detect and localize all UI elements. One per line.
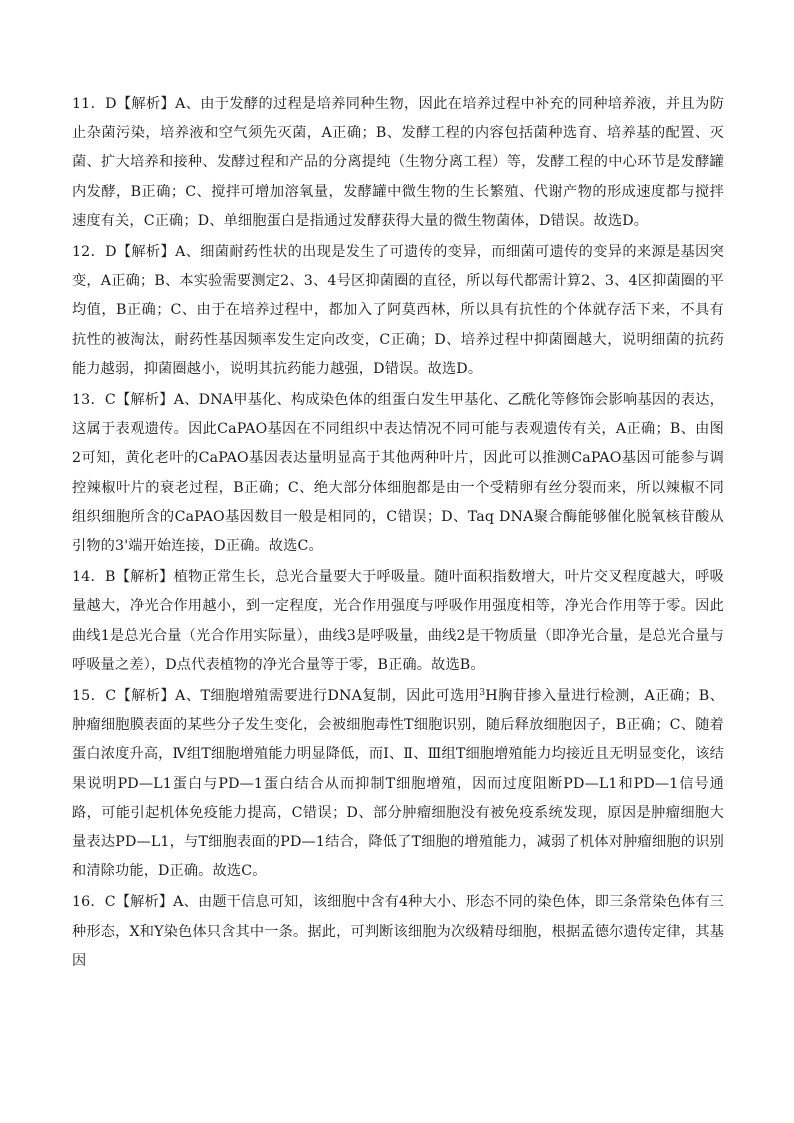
answer-16: 16．C【解析】A、由题干信息可知，该细胞中含有4种大小、形态不同的染色体，即三条常染色体有三种形态，X和Y染色体只含其中一条。据此，可判断该细胞为次级精母细胞，根据孟德尔遗传定律，其基因 — [72, 894, 724, 969]
answer-explanations — [72, 90, 724, 978]
answer-11: 11．D【解析】A、由于发酵的过程是培养同种生物，因此在培养过程中补充的同种培养液，并且为防止杂菌污染，培养液和空气须先灭菌，A正确；B、发酵工程的内容包括菌种选育、培养基的配置、灭菌、扩大培养和接种、发酵过程和产品的分离提纯（生物分离工程）等，发酵工程的中心环节是发酵罐内发酵，B正确；C、搅拌可增加溶氧量，发酵罐中微生物的生长繁殖、代谢产物的形成速度都与搅拌速度有关，C正确；D、单细胞蛋白是指通过发酵获得大量的微生物菌体，D错误。故选D。 — [72, 96, 724, 229]
answer-15-part-2: H胸苷掺入量进行检测，A正确；B、肿瘤细胞膜表面的某些分子发生变化，会被细胞毒性T细胞识别，随后释放细胞因子，B正确；C、随着蛋白浓度升高，Ⅳ组T细胞增殖能力明显降低，而Ⅰ、Ⅱ、Ⅲ组T细胞增殖能力均接近且无明显变化，该结果说明PD—L1蛋白与PD—1蛋白结合从而抑制T细胞增殖，因而过度阻断PD—L1和PD—1信号通路，可能引起机体免疫能力提高，C错误；D、部分肿瘤细胞没有被免疫系统发现，原因是肿瘤细胞大量表达PD—L1，与T细胞表面的PD—1结合，降低了T细胞的增殖能力，减弱了机体对肿瘤细胞的识别和清除功能，D正确。故选C。 — [72, 688, 724, 880]
answer-12: 12．D【解析】A、细菌耐药性状的出现是发生了可遗传的变异，而细菌可遗传的变异的来源是基因突变，A正确；B、本实验需要测定2、3、4号区抑菌圈的直径，所以每代都需计算2、3、4区抑菌圈的平均值，B正确；C、由于在培养过程中，都加入了阿莫西林，所以具有抗性的个体就存活下来，不具有抗性的被淘汰，耐药性基因频率发生定向改变，C正确；D、培养过程中抑菌圈越大，说明细菌的抗药能力越弱，抑菌圈越小，说明其抗药能力越强，D错误。故选D。 — [72, 244, 724, 377]
answer-14: 14．B【解析】植物正常生长，总光合量要大于呼吸量。随叶面积指数增大，叶片交叉程度越大，呼吸量越大，净光合作用越小，到一定程度，光合作用强度与呼吸作用强度相等，净光合作用等于零。因此曲线1是总光合量（光合作用实际量），曲线3是呼吸量，曲线2是干物质量（即净光合量，是总光合量与呼吸量之差），D点代表植物的净光合量等于零，B正确。故选B。 — [72, 569, 724, 673]
answer-13: 13．C【解析】A、DNA甲基化、构成染色体的组蛋白发生甲基化、乙酰化等修饰会影响基因的表达，这属于表观遗传。因此CaPAO基因在不同组织中表达情况不同可能与表观遗传有关，A正确；B、由图2可知，黄化老叶的CaPAO基因表达量明显高于其他两种叶片，因此可以推测CaPAO基因可能参与调控辣椒叶片的衰老过程，B正确；C、绝大部分体细胞都是由一个受精卵有丝分裂而来，所以辣椒不同组织细胞所含的CaPAO基因数目一般是相同的，C错误；D、Taq DNA聚合酶能够催化脱氧核苷酸从引物的3'端开始连接，D正确。故选C。 — [72, 392, 724, 555]
answer-15-part-1: 15．C【解析】A、T细胞增殖需要进行DNA复制，因此可选用 — [72, 688, 480, 705]
answer-15 — [72, 682, 724, 886]
tritium-superscript: 3 — [479, 688, 486, 699]
